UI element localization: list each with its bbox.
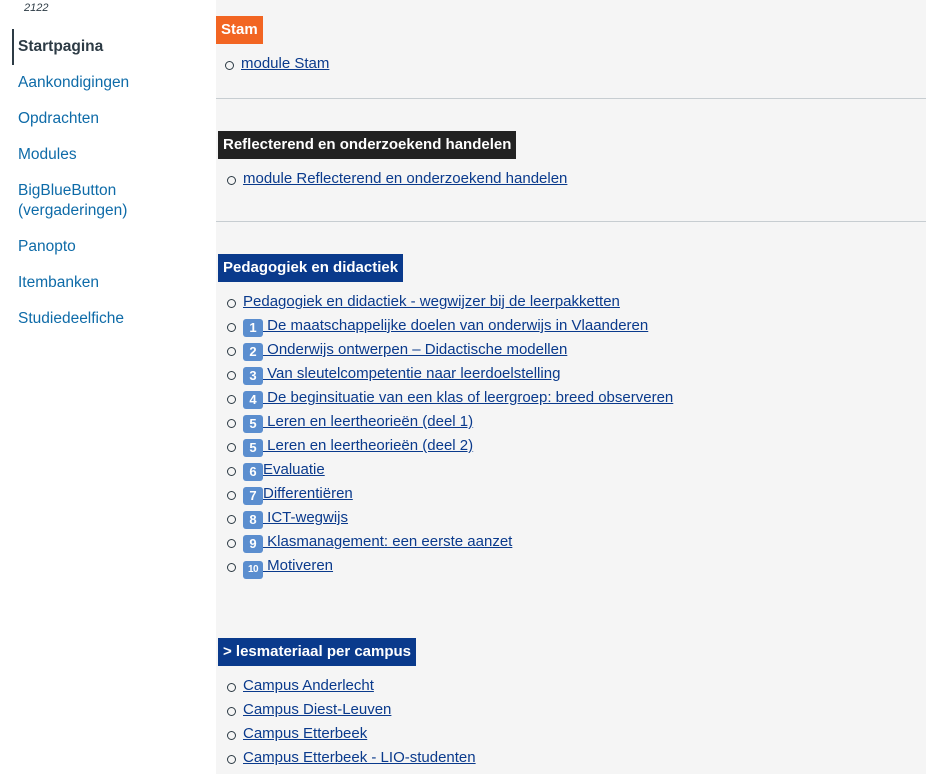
nav-item-label[interactable]: BigBlueButton (vergaderingen) — [18, 182, 128, 219]
nav-item-label[interactable]: Studiedeelfiche — [18, 310, 124, 327]
link-label: Leren en leertheorieën (deel 2) — [263, 437, 474, 454]
keycap-number-icon: 8 — [243, 511, 263, 529]
list-item — [218, 554, 928, 579]
section-reflecterend — [218, 131, 928, 191]
keycap-number-icon: 7 — [243, 487, 263, 505]
keycap-number-icon: 10 — [243, 561, 263, 579]
leerpakket-link-2[interactable] — [243, 341, 567, 358]
course-home-content — [216, 0, 926, 774]
leerpakket-link-4[interactable] — [243, 389, 673, 406]
campus-etterbeek-lio-link[interactable]: Campus Etterbeek - LIO-studenten — [243, 749, 476, 766]
list-item — [218, 458, 928, 482]
list-item — [218, 434, 928, 458]
link-list — [218, 674, 928, 770]
section-divider — [216, 98, 926, 99]
leerpakket-link-9[interactable] — [243, 533, 512, 550]
course-nav — [12, 29, 212, 337]
list-item — [218, 482, 928, 506]
section-pedagogiek — [218, 254, 928, 579]
keycap-number-icon: 5 — [243, 439, 263, 457]
list-item — [218, 506, 928, 530]
campus-anderlecht-link[interactable]: Campus Anderlecht — [243, 677, 374, 694]
nav-item-opdrachten[interactable] — [12, 101, 212, 137]
list-item — [218, 362, 928, 386]
section-heading-stam: Stam — [216, 16, 263, 44]
list-item — [218, 746, 928, 770]
nav-item-label[interactable]: Panopto — [18, 238, 76, 255]
keycap-number-icon: 9 — [243, 535, 263, 553]
list-item — [218, 722, 928, 746]
list-item — [218, 314, 928, 338]
link-label: ICT-wegwijs — [263, 509, 349, 526]
link-label: Klasmanagement: een eerste aanzet — [263, 533, 513, 550]
section-divider — [216, 221, 926, 222]
nav-item-bigbluebutton[interactable] — [12, 173, 132, 229]
nav-item-aankondigingen[interactable] — [12, 65, 212, 101]
wegwijzer-link[interactable]: Pedagogiek en didactiek - wegwijzer bij de leerpakketten — [243, 293, 620, 310]
leerpakket-link-5b[interactable] — [243, 437, 473, 454]
leerpakket-link-3[interactable] — [243, 365, 560, 382]
keycap-number-icon: 6 — [243, 463, 263, 481]
link-label: Onderwijs ontwerpen – Didactische modellen — [263, 341, 568, 358]
section-heading-pedagogiek: Pedagogiek en didactiek — [218, 254, 403, 282]
list-item — [218, 674, 928, 698]
nav-item-label[interactable]: Aankondigingen — [18, 74, 130, 91]
nav-item-label[interactable]: Modules — [18, 146, 77, 163]
section-campus — [218, 638, 928, 770]
module-reflecterend-link[interactable]: module Reflecterend en onderzoekend handelen — [243, 170, 568, 187]
section-heading-campus: > lesmateriaal per campus — [218, 638, 416, 666]
link-label: De maatschappelijke doelen van onderwijs in Vlaanderen — [263, 317, 649, 334]
link-list — [216, 52, 926, 76]
leerpakket-link-6[interactable] — [243, 461, 325, 478]
list-item — [218, 386, 928, 410]
keycap-number-icon: 5 — [243, 415, 263, 433]
leerpakket-link-5a[interactable] — [243, 413, 473, 430]
link-list — [218, 290, 928, 579]
leerpakket-link-1[interactable] — [243, 317, 648, 334]
nav-item-label[interactable]: Startpagina — [18, 38, 104, 55]
list-item — [218, 290, 928, 314]
nav-item-label[interactable]: Opdrachten — [18, 110, 99, 127]
nav-item-modules[interactable] — [12, 137, 212, 173]
link-label: Motiveren — [263, 557, 334, 574]
keycap-number-icon: 3 — [243, 367, 263, 385]
link-list — [218, 167, 928, 191]
leerpakket-link-7[interactable] — [243, 485, 353, 502]
leerpakket-link-8[interactable] — [243, 509, 348, 526]
link-label: Van sleutelcompetentie naar leerdoelstelling — [263, 365, 561, 382]
keycap-number-icon: 4 — [243, 391, 263, 409]
nav-item-panopto[interactable] — [12, 229, 212, 265]
link-label: Leren en leertheorieën (deel 1) — [263, 413, 474, 430]
link-label: Differentiëren — [263, 485, 353, 502]
nav-item-studiedeelfiche[interactable] — [12, 301, 212, 337]
list-item — [216, 52, 926, 76]
list-item — [218, 167, 928, 191]
nav-item-label[interactable]: Itembanken — [18, 274, 99, 291]
list-item — [218, 338, 928, 362]
course-sidebar — [0, 0, 216, 774]
nav-item-startpagina[interactable] — [12, 29, 212, 65]
course-term: 2122 — [24, 2, 49, 14]
list-item — [218, 410, 928, 434]
keycap-number-icon: 2 — [243, 343, 263, 361]
leerpakket-link-10[interactable] — [243, 557, 333, 574]
keycap-number-icon: 1 — [243, 319, 263, 337]
campus-etterbeek-link[interactable]: Campus Etterbeek — [243, 725, 368, 742]
list-item — [218, 530, 928, 554]
campus-diest-leuven-link[interactable]: Campus Diest-Leuven — [243, 701, 392, 718]
list-item — [218, 698, 928, 722]
module-stam-link[interactable]: module Stam — [241, 55, 330, 72]
section-stam — [216, 16, 926, 76]
link-label: Evaluatie — [263, 461, 325, 478]
section-heading-reflecterend: Reflecterend en onderzoekend handelen — [218, 131, 516, 159]
link-label: De beginsituatie van een klas of leergroep: breed observeren — [263, 389, 674, 406]
nav-item-itembanken[interactable] — [12, 265, 212, 301]
